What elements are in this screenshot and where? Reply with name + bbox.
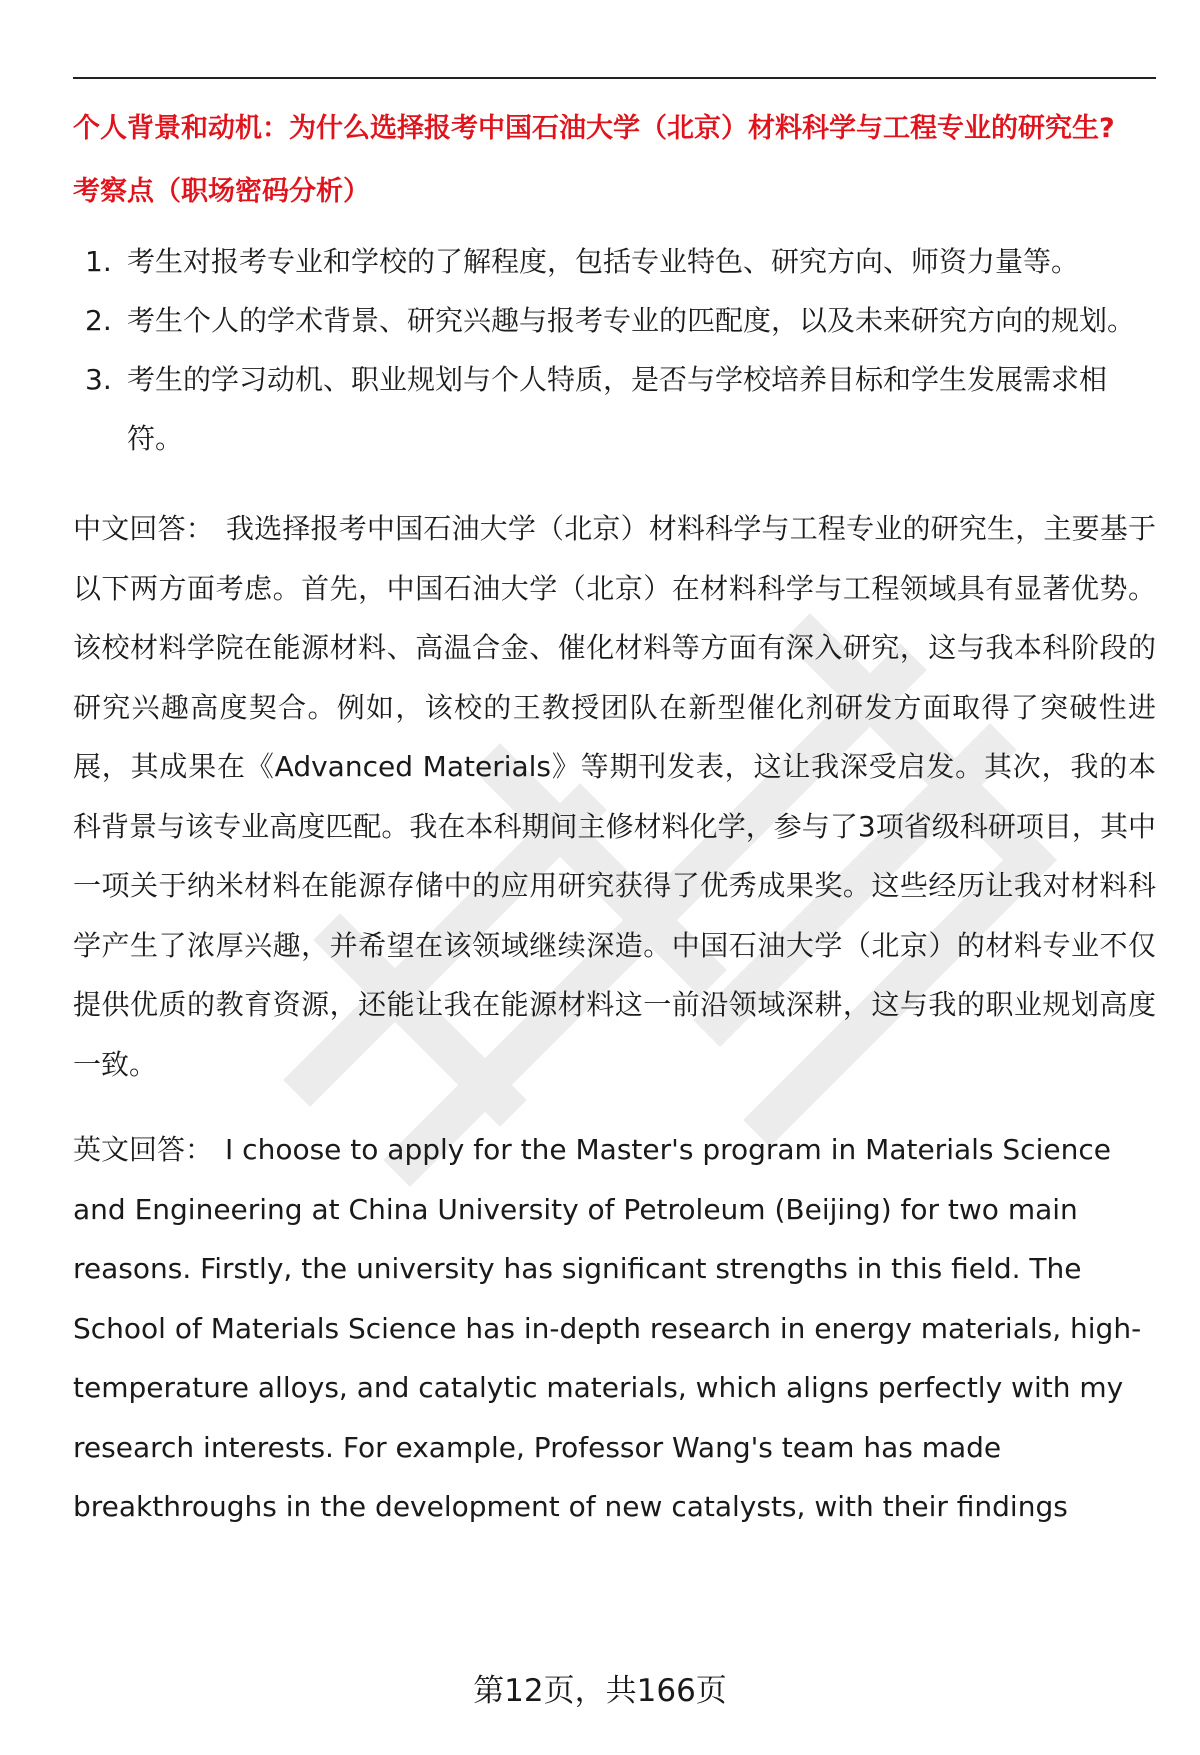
english-answer xyxy=(73,1120,1156,1537)
question-heading: 个人背景和动机：为什么选择报考中国石油大学（北京）材料科学与工程专业的研究生? xyxy=(73,113,1115,144)
chinese-answer xyxy=(73,499,1156,1094)
list-item-number: 2. xyxy=(85,304,112,337)
list-item xyxy=(73,350,1156,468)
list-item-text: 考生对报考专业和学校的了解程度，包括专业特色、研究方向、师资力量等。 xyxy=(127,245,1080,278)
english-answer-text: I choose to apply for the Master's program in Materials Science and Engineering at China University of Petroleum (Beijing) for two main reasons. Firstly, the university has significant strengths in this field. The School of Materials Science has in-depth research in energy materials, high-temperature alloys, and catalytic materials, which aligns perfectly with my research interests. For example, Professor Wang's team has made breakthroughs in the development of new catalysts, with their findings xyxy=(73,1133,1142,1523)
english-answer-label: 英文回答： xyxy=(73,1133,214,1166)
focus-heading: 考察点（职场密码分析） xyxy=(73,176,370,207)
list-item-text: 考生个人的学术背景、研究兴趣与报考专业的匹配度，以及未来研究方向的规划。 xyxy=(127,304,1136,337)
list-item xyxy=(73,232,1156,291)
list-item-text: 考生的学习动机、职业规划与个人特质，是否与学校培养目标和学生发展需求相符。 xyxy=(127,363,1108,455)
list-item-number: 1. xyxy=(85,245,112,278)
focus-points-list xyxy=(73,232,1156,468)
list-item xyxy=(73,291,1156,350)
chinese-answer-label: 中文回答： xyxy=(73,512,214,545)
document-body xyxy=(73,108,1156,1537)
page-number: 第12页，共166页 xyxy=(473,1673,727,1709)
header-rule xyxy=(73,77,1156,79)
chinese-answer-text: 我选择报考中国石油大学（北京）材料科学与工程专业的研究生，主要基于以下两方面考虑。首先，中国石油大学（北京）在材料科学与工程领域具有显著优势。该校材料学院在能源材料、高温合金、催化材料等方面有深入研究，这与我本科阶段的研究兴趣高度契合。例如，该校的王教授团队在新型催化剂研发方面取得了突破性进展，其成果在《Advanced Materials》等期刊发表，这让我深受启发。其次，我的本科背景与该专业高度匹配。我在本科期间主修材料化学，参与了3项省级科研项目，其中一项关于纳米材料在能源存储中的应用研究获得了优秀成果奖。这些经历让我对材料科学产生了浓厚兴趣，并希望在该领域继续深造。中国石油大学（北京）的材料专业不仅提供优质的教育资源，还能让我在能源材料这一前沿领域深耕，这与我的职业规划高度一致。 xyxy=(73,512,1156,1081)
list-item-number: 3. xyxy=(85,363,112,396)
